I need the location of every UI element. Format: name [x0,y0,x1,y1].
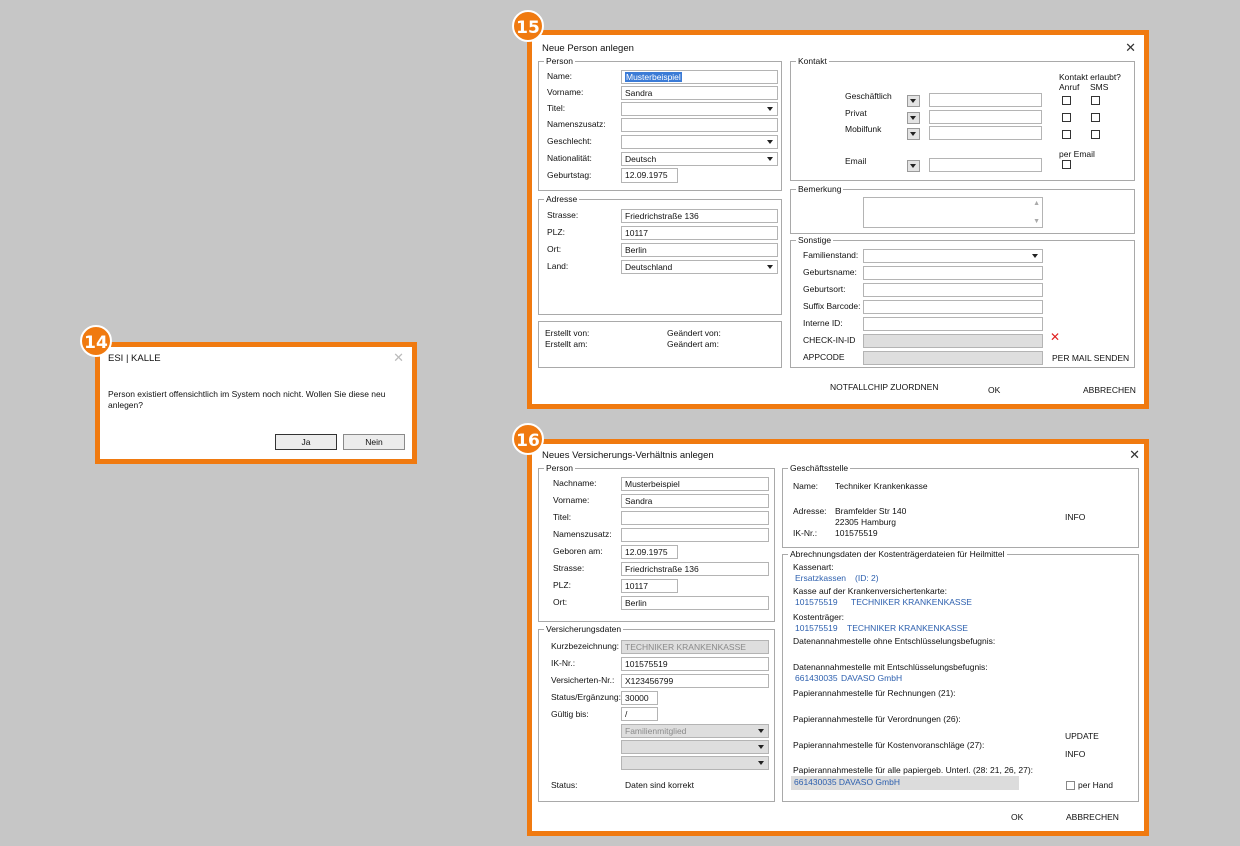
gs-ik-value: 101575519 [835,528,878,538]
geburtsname-field[interactable] [863,266,1043,280]
cancel-button[interactable]: ABBRECHEN [1066,812,1119,822]
interne-id-field[interactable] [863,317,1043,331]
pap-alle-field: 661430035 DAVASO GmbH [791,776,1019,790]
namenszusatz-field[interactable] [621,528,769,542]
gueltig-bis-field[interactable]: / [621,707,658,721]
close-icon[interactable]: ✕ [393,350,404,365]
plz-label: PLZ: [547,227,565,237]
status-ergaenzung-field[interactable]: 30000 [621,691,658,705]
step-badge-15: 15 [512,10,544,42]
nachname-field[interactable]: Musterbeispiel [621,477,769,491]
titel-field[interactable] [621,511,769,525]
geschlecht-select[interactable] [621,135,778,149]
dialog-versicherung [527,439,1149,836]
strasse-label: Strasse: [553,563,585,573]
mobilfunk-field[interactable] [929,126,1042,140]
notfallchip-button[interactable]: NOTFALLCHIP ZUORDNEN [830,382,939,392]
vorname-label: Vorname: [547,87,584,97]
mobilfunk-label: Mobilfunk [845,124,882,134]
group-legend: Versicherungsdaten [546,624,622,634]
kurzbezeichnung-field: TECHNIKER KRANKENKASSE [621,640,769,654]
group-legend: Abrechnungsdaten der Kostenträgerdateien für Heilmittel [790,549,1005,559]
geboren-field[interactable]: 12.09.1975 [621,545,678,559]
mobilfunk-type-dropdown[interactable] [907,128,920,140]
suffix-barcode-field[interactable] [863,300,1043,314]
group-bemerkung [790,184,1135,234]
namenszusatz-label: Namenszusatz: [553,529,612,539]
gs-name-label: Name: [793,481,819,491]
checkin-id-label: CHECK-IN-ID [803,335,856,345]
no-button[interactable]: Nein [343,434,405,450]
kontakt-erlaubt-label: Kontakt erlaubt? [1059,72,1121,82]
per-mail-senden-button[interactable]: PER MAIL SENDEN [1052,353,1130,363]
geschaeftlich-label: Geschäftlich [845,91,892,101]
privat-type-dropdown[interactable] [907,112,920,124]
step-badge-16: 16 [512,423,544,455]
strasse-label: Strasse: [547,210,579,220]
geburtsort-field[interactable] [863,283,1043,297]
gs-ik-label: IK-Nr.: [793,528,818,538]
vorname-field[interactable]: Sandra [621,86,778,100]
kassenart-label: Kassenart: [793,562,834,572]
kurzbezeichnung-label: Kurzbezeichnung: [551,641,620,651]
privat-label: Privat [845,108,867,118]
status-label: Status: [551,780,578,790]
kostentraeger-ik: 101575519 [795,623,838,633]
land-select[interactable]: Deutschland [621,260,778,274]
vorname-label: Vorname: [553,495,590,505]
group-person [538,56,782,191]
gueltig-bis-label: Gültig bis: [551,709,589,719]
secondary-select-2[interactable] [621,756,769,770]
pap-kv-label: Papierannahmestelle für Kostenvoranschläge (27): [793,740,985,750]
kostentraeger-name: TECHNIKER KRANKENKASSE [847,623,968,633]
strasse-field[interactable]: Friedrichstraße 136 [621,209,778,223]
interne-id-label: Interne ID: [803,318,843,328]
dialog-title: Neues Versicherungs-Verhältnis anlegen [542,450,714,461]
geburtstag-label: Geburtstag: [547,170,592,180]
group-legend: Bemerkung [798,184,842,194]
pap-rechnungen-label: Papierannahmestelle für Rechnungen (21): [793,688,956,698]
per-hand-label: per Hand [1078,780,1113,790]
dialog-message: Person existiert offensichtlich im System noch nicht. Wollen Sie diese neu anlegen? [108,389,386,410]
kassenart-id: (ID: 2) [855,573,879,583]
yes-button[interactable]: Ja [275,434,337,450]
kostentraeger-label: Kostenträger: [793,612,845,622]
email-field[interactable] [929,158,1042,172]
titel-select[interactable] [621,102,778,116]
pap-verordnungen-label: Papierannahmestelle für Verordnungen (26): [793,714,961,724]
bemerkung-textarea[interactable] [863,197,1043,228]
mobilfunk-anruf-checkbox[interactable] [1062,130,1071,139]
per-hand-checkbox[interactable] [1066,781,1075,790]
familienmitglied-select[interactable]: Familienmitglied [621,724,769,738]
titel-label: Titel: [553,512,572,522]
abr-info-button[interactable]: INFO [1065,749,1086,759]
versicherten-nr-label: Versicherten-Nr.: [551,675,615,685]
close-icon[interactable]: ✕ [1129,447,1140,462]
dat-ohne-label: Datenannahmestelle ohne Entschlüsselungsbefugnis: [793,636,996,646]
ort-label: Ort: [547,244,562,254]
gs-adresse-line2: 22305 Hamburg [835,517,896,527]
nationalitaet-label: Nationalität: [547,153,592,163]
anruf-label: Anruf [1059,82,1080,92]
gs-name-value: Techniker Krankenkasse [835,481,928,491]
privat-sms-checkbox[interactable] [1091,113,1100,122]
group-legend: Adresse [546,194,578,204]
dialog-title: ESI | KALLE [108,353,161,364]
geburtsort-label: Geburtsort: [803,284,846,294]
geschaeftlich-anruf-checkbox[interactable] [1062,96,1071,105]
ik-nr-field[interactable]: 101575519 [621,657,769,671]
ort-field[interactable]: Berlin [621,596,769,610]
versicherten-nr-field[interactable]: X123456799 [621,674,769,688]
geschlecht-label: Geschlecht: [547,136,592,146]
ik-nr-label: IK-Nr.: [551,658,576,668]
group-legend: Person [546,56,573,66]
dialog-title: Neue Person anlegen [542,43,634,54]
gs-adresse-line1: Bramfelder Str 140 [835,506,907,516]
email-type-dropdown[interactable] [907,160,920,172]
geburtsname-label: Geburtsname: [803,267,857,277]
dat-mit-label: Datenannahmestelle mit Entschlüsselungsbefugnis: [793,662,988,672]
group-legend: Geschäftsstelle [790,463,849,473]
group-sonstige [790,235,1135,368]
ort-field[interactable]: Berlin [621,243,778,257]
appcode-label: APPCODE [803,352,845,362]
familienstand-label: Familienstand: [803,250,859,260]
dat-mit-ik: 661430035 [795,673,838,683]
group-legend: Kontakt [798,56,827,66]
gs-adresse-label: Adresse: [793,506,827,516]
nachname-label: Nachname: [553,478,597,488]
strasse-field[interactable]: Friedrichstraße 136 [621,562,769,576]
suffix-barcode-label: Suffix Barcode: [803,301,861,311]
step-badge-14: 14 [80,325,112,357]
group-adresse [538,194,782,315]
group-meta [538,321,782,368]
geburtstag-field[interactable]: 12.09.1975 [621,168,678,183]
kasse-karte-label: Kasse auf der Krankenversichertenkarte: [793,586,948,596]
plz-field[interactable]: 10117 [621,579,678,593]
group-geschaeftsstelle [782,463,1139,548]
gs-info-button[interactable]: INFO [1065,512,1086,522]
vorname-field[interactable]: Sandra [621,494,769,508]
error-icon: ✕ [1050,330,1061,344]
namenszusatz-field[interactable] [621,118,778,132]
erstellt-von-label: Erstellt von: [545,328,590,338]
status-ergaenzung-label: Status/Ergänzung: [551,692,621,702]
privat-field[interactable] [929,110,1042,124]
dialog-neue-person [527,30,1149,409]
group-legend: Sonstige [798,235,832,245]
mobilfunk-sms-checkbox[interactable] [1091,130,1100,139]
kassenart-value: Ersatzkassen [795,573,847,583]
nationalitaet-select[interactable]: Deutsch [621,152,778,166]
plz-label: PLZ: [553,580,571,590]
land-label: Land: [547,261,569,271]
namenszusatz-label: Namenszusatz: [547,119,606,129]
plz-field[interactable]: 10117 [621,226,778,240]
dialog-person-confirm [95,342,417,464]
privat-anruf-checkbox[interactable] [1062,113,1071,122]
scroll-up-icon[interactable]: ▲ [1033,200,1040,207]
name-field[interactable]: Musterbeispiel [621,70,778,84]
pap-alle-label: Papierannahmestelle für alle papiergeb. Unterl. (28: 21, 26, 27): [793,765,1034,775]
ok-button[interactable]: OK [1011,812,1024,822]
group-person [538,463,775,622]
appcode-field [863,351,1043,365]
ort-label: Ort: [553,597,568,607]
group-abrechnungsdaten [782,549,1139,802]
name-label: Name: [547,71,573,81]
dat-mit-name: DAVASO GmbH [841,673,903,683]
geaendert-am-label: Geändert am: [667,339,719,349]
titel-label: Titel: [547,103,566,113]
per-email-checkbox[interactable] [1062,160,1071,169]
geschaeftlich-type-dropdown[interactable] [907,95,920,107]
kasse-karte-name: TECHNIKER KRANKENKASSE [851,597,972,607]
group-versicherungsdaten [538,624,775,802]
update-button[interactable]: UPDATE [1065,731,1099,741]
ok-button[interactable]: OK [988,385,1001,395]
kasse-karte-ik: 101575519 [795,597,838,607]
checkin-id-field [863,334,1043,348]
group-legend: Person [546,463,573,473]
email-label: Email [845,156,867,166]
close-icon[interactable]: ✕ [1125,40,1136,55]
geaendert-von-label: Geändert von: [667,328,721,338]
geboren-label: Geboren am: [553,546,603,556]
geschaeftlich-field[interactable] [929,93,1042,107]
cancel-button[interactable]: ABBRECHEN [1083,385,1136,395]
sms-label: SMS [1090,82,1109,92]
geschaeftlich-sms-checkbox[interactable] [1091,96,1100,105]
scroll-down-icon[interactable]: ▼ [1033,218,1040,225]
group-kontakt [790,56,1135,181]
familienstand-select[interactable] [863,249,1043,263]
erstellt-am-label: Erstellt am: [545,339,588,349]
per-email-label: per Email [1059,149,1095,159]
secondary-select-1[interactable] [621,740,769,754]
status-value: Daten sind korrekt [625,780,694,790]
